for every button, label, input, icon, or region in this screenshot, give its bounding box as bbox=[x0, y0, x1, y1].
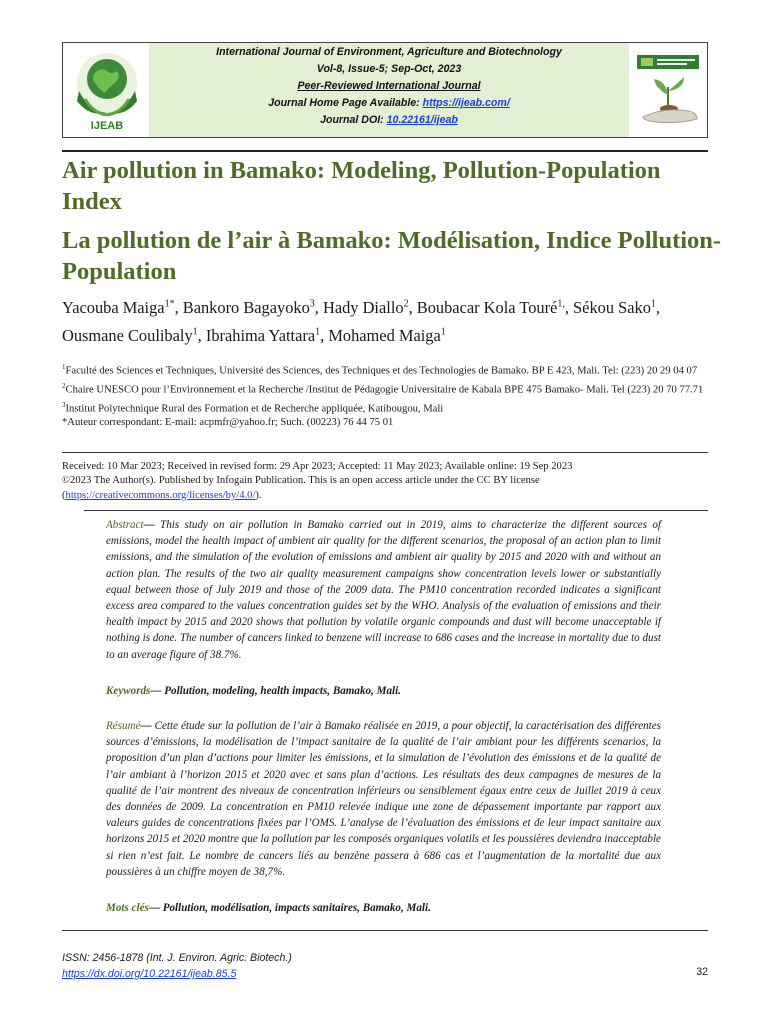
footer-info bbox=[62, 950, 292, 982]
author: Ibrahima Yattara$^1$, bbox=[205, 325, 329, 345]
author: Sékou Sako$^1$, bbox=[573, 298, 661, 318]
homepage-link[interactable]: https://ijeab.com/ bbox=[422, 97, 510, 109]
affiliation-1: $^1$Faculté des Sciences et Techniques, Université des Sciences, des Techniques et des Technologies de Bamako. BP E 423, Mali. Tel: (223) 20 29 04 07 bbox=[62, 363, 698, 377]
author: Boubacar Kola Touré$^{1,}$, bbox=[416, 298, 574, 318]
author: Bankoro Bagayoko$^3$, bbox=[182, 298, 323, 318]
copyright-line: ©2023 The Author(s). Published by Infogain Publication. This is an open access article under the CC BY license bbox=[62, 475, 540, 487]
affiliation-3: $^3$Institut Polytechnique Rural des Formation et de Recherche appliquée, Katibougou, Mali bbox=[62, 400, 444, 415]
author: Mohamed Maiga$^1$ bbox=[328, 325, 446, 345]
header-text bbox=[149, 44, 629, 129]
affiliation-2: $^2$Chaire UNESCO pour l’Environnement et la Recherche /Institut de Pédagogie Universitaire de Kabala BPE 475 Bamako- Mali. Tel (223) 20 70 77.71 bbox=[62, 381, 704, 396]
paper-title-english: Air pollution in Bamako: Modeling, Pollution-Population Index bbox=[62, 157, 661, 215]
journal-name: International Journal of Environment, Agriculture and Biotechnology bbox=[216, 46, 562, 58]
peer-reviewed-label: Peer-Reviewed International Journal bbox=[297, 80, 481, 92]
resume-french bbox=[106, 718, 661, 880]
author-list bbox=[62, 293, 712, 348]
author: Ousmane Coulibaly$^1$, bbox=[62, 325, 206, 345]
keywords-label: Keywords bbox=[106, 685, 151, 697]
abstract bbox=[106, 517, 661, 663]
keywords-french bbox=[106, 900, 666, 916]
article-history bbox=[62, 460, 712, 503]
article-doi-link[interactable]: https://dx.doi.org/10.22161/ijeab.85.5 bbox=[62, 968, 237, 980]
keywords-text: — Pollution, modeling, health impacts, Bamako, Mali. bbox=[150, 685, 401, 697]
mots-cles-text: — Pollution, modélisation, impacts sanitaires, Bamako, Mali. bbox=[148, 902, 431, 914]
journal-logo-icon bbox=[69, 47, 145, 133]
resume-dash: — bbox=[140, 720, 155, 732]
paper-title-french: La pollution de l’air à Bamako: Modélisation, Indice Pollution-Population bbox=[62, 227, 722, 285]
logo-text: IJEAB bbox=[90, 120, 124, 132]
section-rule bbox=[62, 452, 708, 453]
affiliations bbox=[62, 360, 712, 431]
footer-rule bbox=[62, 930, 708, 931]
author: Hady Diallo$^2$, bbox=[323, 298, 417, 318]
homepage-line bbox=[149, 95, 629, 112]
journal-header bbox=[62, 42, 708, 138]
received-dates: Received: 10 Mar 2023; Received in revised form: 29 Apr 2023; Accepted: 11 May 2023; Available online: 19 Sep 2023 bbox=[62, 461, 573, 472]
resume-text: Cette étude sur la pollution de l’air à Bamako réalisée en 2019, a pour objectif, la caractérisation des différentes sources d’émissions, la modélisation de l’impact sanitaire de la qualité de l’air ambiant pour les différents scenarios, la proposition d’un plan d’actions pour limiter les émissions, et la simulation de l’évolution des émissions et de la qualité de l’air ambiant à l’horizon 2015 et 2020 avec et sans plan d’actions. Les résultats des deux campagnes de mesures de la qualité de l’air montrent des niveaux de concentration inférieurs ou sensiblement égaux entre ceux de Juillet 2019 à ceux des données de 2009. La concentration en PM10 relevée indique une zone de dépassement importante par rapport aux valeurs guides de concentrations fixées par l’OMS. L’analyse de l’évaluation des émissions et de leur impact sanitaire aux horizons 2015 et 2020 montre que la pollution par les composés organiques volatils et les poussières deviendra inacceptable si rien n’est fait. Le nombre de cancers liés au benzène passera à 686 cas et l’augmentation de la mortalité due aux poussières à un chiffre moyen de 38,7%. bbox=[106, 720, 661, 878]
journal-doi-link[interactable]: 10.22161/ijeab bbox=[386, 114, 458, 126]
journal-volume: Vol-8, Issue-5; Sep-Oct, 2023 bbox=[316, 63, 462, 75]
plant-in-hand-icon bbox=[633, 51, 703, 131]
resume-label: Résumé bbox=[106, 720, 141, 732]
author: Yacouba Maiga$^{1*}$, bbox=[62, 298, 183, 318]
header-rule bbox=[62, 150, 708, 152]
mots-cles-label: Mots clés bbox=[106, 902, 149, 914]
license-link[interactable]: https://creativecommons.org/licenses/by/4.0/ bbox=[65, 489, 256, 501]
issn-line: ISSN: 2456-1878 (Int. J. Environ. Agric. Biotech.) bbox=[62, 952, 292, 964]
page-number: 32 bbox=[696, 966, 708, 978]
abstract-rule bbox=[84, 510, 708, 511]
doi-label: Journal DOI: bbox=[320, 114, 387, 126]
corresponding-author: *Auteur correspondant: E-mail: acpmfr@yahoo.fr; Such. (00223) 76 44 75 01 bbox=[62, 417, 394, 429]
abstract-text: This study on air pollution in Bamako carried out in 2019, aims to characterize the different sources of emissions, model the health impact of ambient air quality for the different scenarios, the proposal of an action plan to limit emissions, and the simulation of the evolution of emissions and ambient air quality by 2015 and 2020 with and without an action plan. The results of the two air quality measurement campaigns show concentration levels lower or substantially equal between those of July 2019 and those of the 2009 data. The PM10 concentration recorded indicates a significant excess area compared to the values concentration guides set by the WHO. Analysis of the evaluation of emissions and their health impact by 2015 and 2020 shows that pollution by volatile organic compounds and dust will become unacceptable if nothing is done. The number of cancers linked to benzene will increase to 686 cases and the increase in mortality due to dust to an average figure of 38.7%. bbox=[106, 519, 661, 661]
homepage-label: Journal Home Page Available: bbox=[268, 97, 423, 109]
license-line: (https://creativecommons.org/licenses/by/4.0/). bbox=[62, 489, 262, 501]
abstract-label: Abstract bbox=[106, 519, 144, 531]
keywords-english bbox=[106, 683, 666, 699]
abstract-dash: — bbox=[143, 519, 161, 531]
doi-line bbox=[149, 112, 629, 129]
